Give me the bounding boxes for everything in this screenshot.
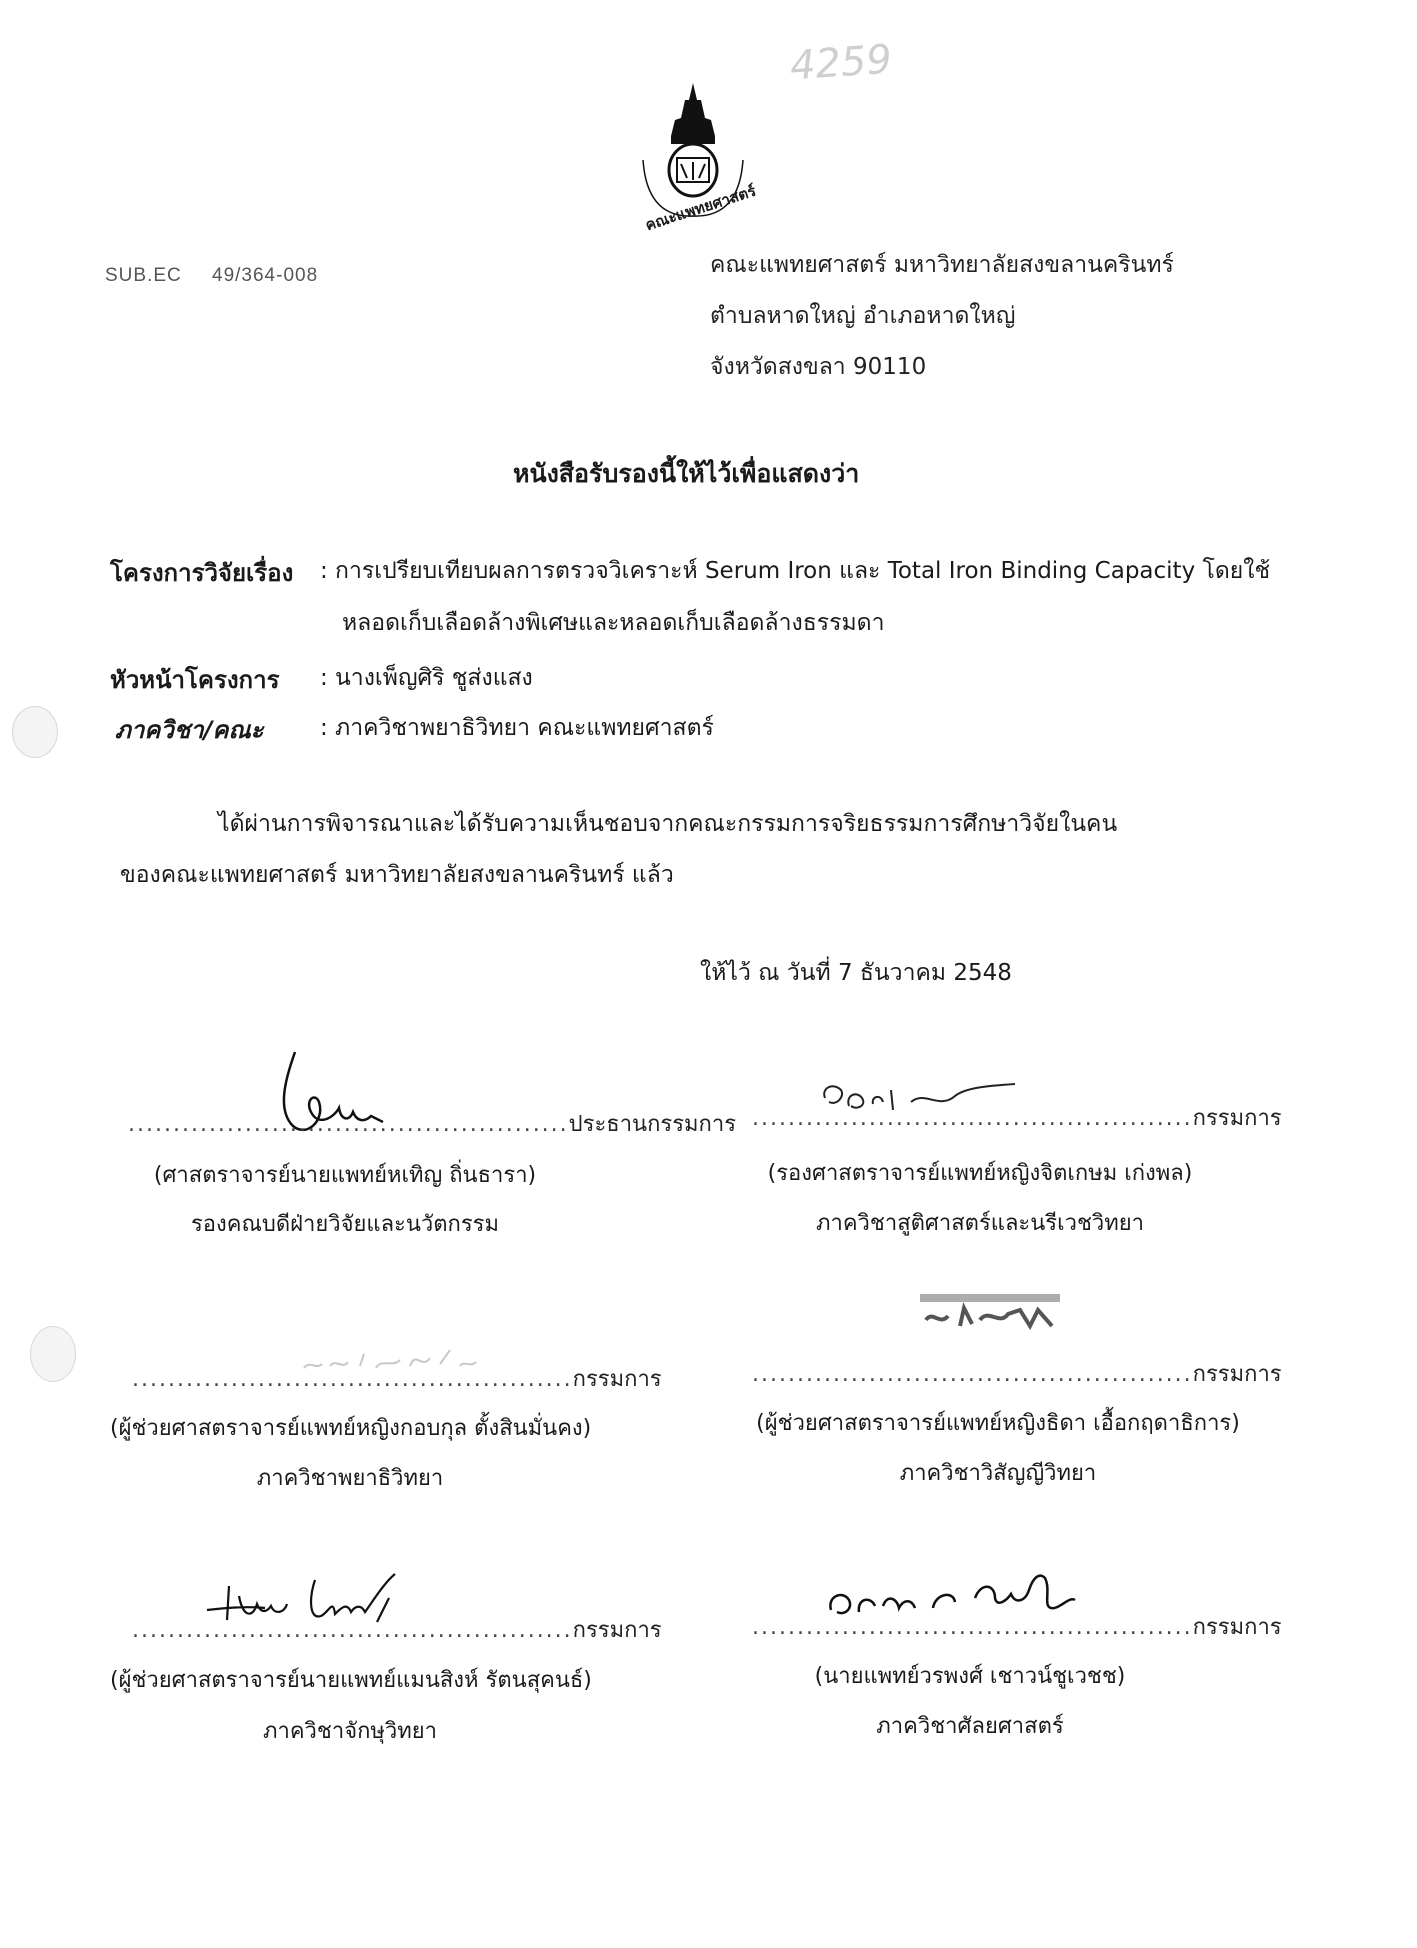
signatory-name-6: (นายแพทย์วรพงศ์ เชาวน์ชูเวชช) <box>814 1664 1126 1689</box>
signature-dots: ................................................. <box>132 1618 573 1643</box>
address-line-1: คณะแพทยศาสตร์ มหาวิทยาลัยสงขลานครินทร์ <box>710 252 1174 278</box>
punch-hole-top <box>12 706 58 758</box>
signature-dots: ................................................. <box>752 1106 1193 1131</box>
address-line-2: ตำบลหาดใหญ่ อำเภอหาดใหญ่ <box>710 303 1016 329</box>
signature-line-2 <box>752 1100 1282 1135</box>
department-label: ภาควิชา/คณะ <box>115 716 264 744</box>
signature-line-4 <box>752 1356 1282 1391</box>
reference-number: 49/364-008 <box>212 265 319 286</box>
approval-text-line-1: ได้ผ่านการพิจารณาและได้รับความเห็นชอบจากคณะกรรมการจริยธรรมการศึกษาวิจัยในคน <box>218 811 1118 837</box>
seal-text: คณะแพทยศาสตร์ <box>643 181 759 235</box>
signatory-name-5: (ผู้ช่วยศาสตราจารย์นายแพทย์แมนสิงห์ รัตนสุคนธ์) <box>110 1668 592 1693</box>
signatory-position-6: ภาควิชาศัลยศาสตร์ <box>876 1714 1064 1739</box>
punch-hole-bottom <box>30 1326 76 1382</box>
signatory-position-2: ภาควิชาสูติศาสตร์และนรีเวชวิทยา <box>815 1211 1144 1236</box>
signature-stamp-committee-4 <box>920 1290 1070 1340</box>
signatory-role-1: ประธานกรรมการ <box>568 1112 737 1137</box>
signature-dots: ................................................. <box>752 1615 1193 1640</box>
leader-value: : นางเพ็ญศิริ ชูส่งแสง <box>320 665 533 691</box>
approval-text-line-2: ของคณะแพทยศาสตร์ มหาวิทยาลัยสงขลานครินทร์ แล้ว <box>120 862 674 888</box>
department-value: : ภาควิชาพยาธิวิทยา คณะแพทยศาสตร์ <box>320 715 714 741</box>
signatory-name-4: (ผู้ช่วยศาสตราจารย์แพทย์หญิงธิดา เอื้อกฤดาธิการ) <box>756 1411 1240 1436</box>
signatory-position-4: ภาควิชาวิสัญญีวิทยา <box>899 1461 1097 1486</box>
signatory-name-1: (ศาสตราจารย์นายแพทย์หเทิญ ถิ่นธารา) <box>153 1163 537 1188</box>
address-line-3: จังหวัดสงขลา 90110 <box>710 354 927 380</box>
project-title-line-1: : การเปรียบเทียบผลการตรวจวิเคราะห์ Serum Iron และ Total Iron Binding Capacity โดยใช้ <box>320 558 1271 584</box>
signatory-position-3: ภาควิชาพยาธิวิทยา <box>256 1466 444 1491</box>
signatory-role-2: กรรมการ <box>1192 1106 1282 1131</box>
signature-line-6 <box>752 1609 1282 1644</box>
signature-line-3 <box>132 1361 662 1396</box>
signatory-name-2: (รองศาสตราจารย์แพทย์หญิงจิตเกษม เก่งพล) <box>767 1161 1193 1186</box>
signature-line-1 <box>128 1106 736 1141</box>
signatory-role-3: กรรมการ <box>572 1367 662 1392</box>
signatory-role-4: กรรมการ <box>1192 1362 1282 1387</box>
signatory-name-3: (ผู้ช่วยศาสตราจารย์แพทย์หญิงกอบกุล ตั้งสินมั่นคง) <box>110 1416 592 1441</box>
signature-dots: ................................................. <box>128 1112 569 1137</box>
leader-label: หัวหน้าโครงการ <box>110 666 280 694</box>
signature-dots: ................................................. <box>132 1367 573 1392</box>
handwritten-number: 4259 <box>788 36 894 90</box>
signature-line-5 <box>132 1612 662 1647</box>
signatory-position-5: ภาควิชาจักษุวิทยา <box>262 1719 438 1744</box>
project-title-line-2: หลอดเก็บเลือดล้างพิเศษและหลอดเก็บเลือดล้างธรรมดา <box>342 610 885 636</box>
faculty-seal <box>615 78 775 235</box>
issue-date: ให้ไว้ ณ วันที่ 7 ธันวาคม 2548 <box>700 960 1012 986</box>
signature-dots: ................................................. <box>752 1362 1193 1387</box>
certificate-title: หนังสือรับรองนี้ให้ไว้เพื่อแสดงว่า <box>513 459 860 488</box>
reference-prefix: SUB.EC <box>105 265 182 286</box>
project-label: โครงการวิจัยเรื่อง <box>110 559 294 587</box>
signatory-position-1: รองคณบดีฝ่ายวิจัยและนวัตกรรม <box>190 1212 500 1237</box>
signatory-role-6: กรรมการ <box>1192 1615 1282 1640</box>
signatory-role-5: กรรมการ <box>572 1618 662 1643</box>
